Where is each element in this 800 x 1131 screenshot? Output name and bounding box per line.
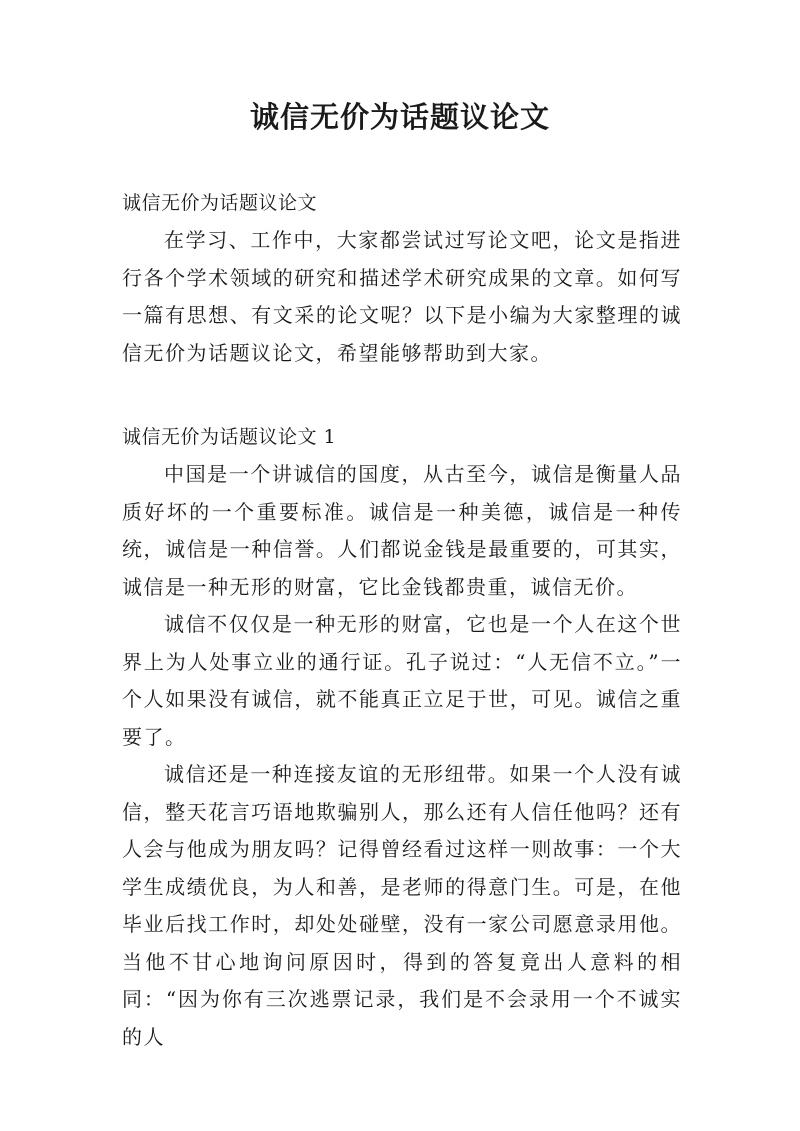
body-paragraph-1: 中国是一个讲诚信的国度，从古至今，诚信是衡量人品质好坏的一个重要标准。诚信是一种美德，诚信是一种传统，诚信是一种信誉。人们都说金钱是最重要的，可其实，诚信是一种无形的财富，它比金钱都贵重，诚信无价。 [122,462,682,599]
body-paragraph-2: 诚信不仅仅是一种无形的财富，它也是一个人在这个世界上为人处事立业的通行证。孔子说过：“人无信不立。”一个人如果没有诚信，就不能真正立足于世，可见。诚信之重要了。 [122,612,682,749]
document-body [122,186,682,1056]
section-heading: 诚信无价为话题议论文 1 [122,426,337,448]
essay-heading: 诚信无价为话题议论文 [122,192,318,214]
document-title: 诚信无价为话题议论文 [249,100,550,134]
body-paragraph-3: 诚信还是一种连接友谊的无形纽带。如果一个人没有诚信，整天花言巧语地欺骗别人，那么还有人信任他吗？还有人会与他成为朋友吗？记得曾经看过这样一则故事：一个大学生成绩优良，为人和善，是老师的得意门生。可是，在他毕业后找工作时，却处处碰壁，没有一家公司愿意录用他。当他不甘心地询问原因时，得到的答复竟出人意料的相同：“因为你有三次逃票记录，我们是不会录用一个不诚实的人 [122,762,682,1049]
intro-paragraph: 在学习、工作中，大家都尝试过写论文吧，论文是指进行各个学术领域的研究和描述学术研究成果的文章。如何写一篇有思想、有文采的论文呢？以下是小编为大家整理的诚信无价为话题议论文，希望能够帮助到大家。 [122,228,682,365]
